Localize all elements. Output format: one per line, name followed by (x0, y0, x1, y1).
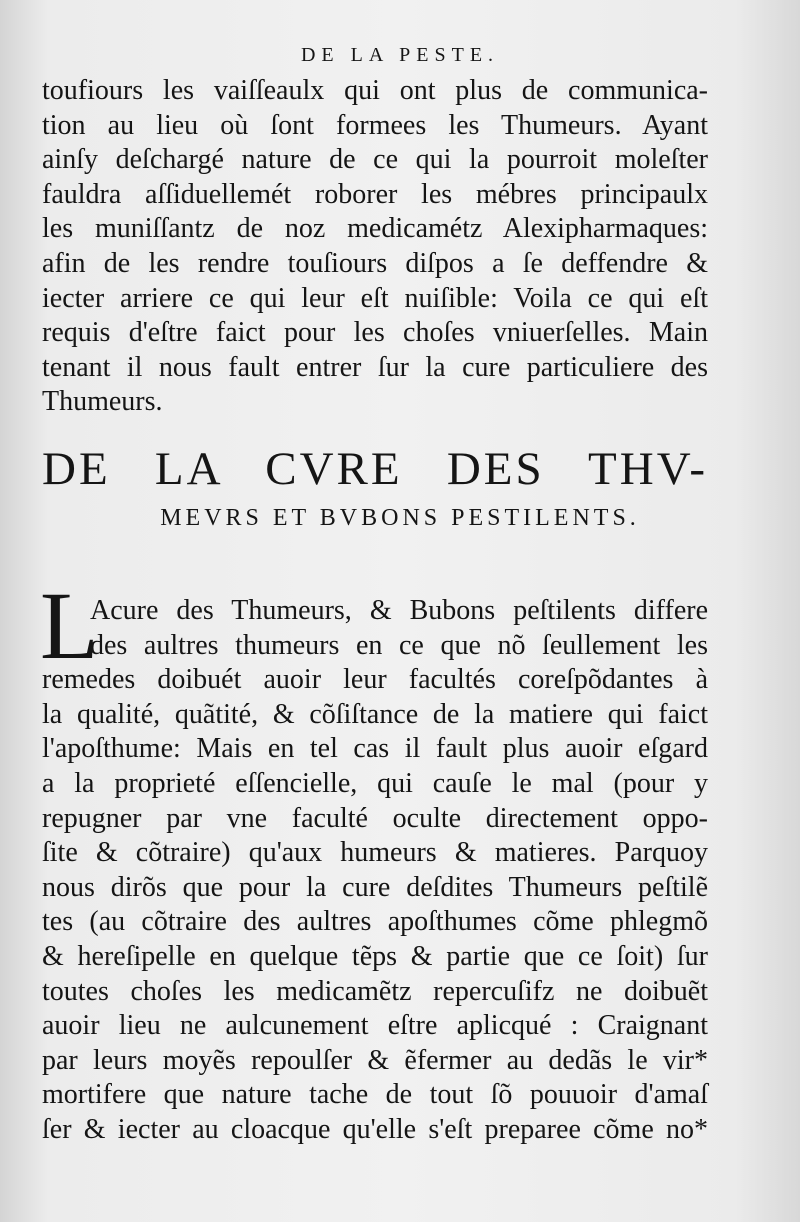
text-line: tes (au cõtraire des aultres apoſthumes cõme phlegmõ (42, 906, 708, 938)
text-line: ainſy deſchargé nature de ce qui la pourroit moleſter (42, 144, 708, 176)
text-line: par leurs moyẽs repoulſer & ẽfermer au dedãs le vir* (42, 1044, 708, 1076)
text-line: ſite & cõtraire) qu'aux humeurs & matieres. Parquoy (42, 837, 708, 869)
text-line: repugner par vne faculté oculte directement oppo- (42, 802, 708, 834)
text-line: nous dirõs que pour la cure deſdites Thumeurs peſtilẽ (42, 871, 708, 903)
text-line: toufiours les vaiſſeaulx qui ont plus de communica- (42, 75, 708, 106)
paragraph-2 (42, 594, 708, 1148)
paragraph-1 (42, 74, 708, 420)
drop-cap: L (40, 572, 99, 679)
text-line: toutes choſes les medicamẽtz repercuſifz ne doibuẽt (42, 975, 708, 1007)
text-line: fauldra aſſiduellemét roborer les mébres principaulx (42, 178, 708, 210)
text-line: iecter arriere ce qui leur eſt nuiſible: Voila ce qui eſt (42, 282, 708, 314)
text-line: ſer & iecter au cloacque qu'elle s'eſt preparee cõme no* (42, 1113, 708, 1145)
text-line: a la proprieté eſſencielle, qui cauſe le mal (pour y (42, 767, 708, 799)
text-line: des aultres thumeurs en ce que nõ ſeullement les (90, 629, 708, 661)
text-line: afin de les rendre touſiours diſpos a ſe deffendre & (42, 247, 708, 279)
text-line: tenant il nous fault entrer ſur la cure particuliere des (42, 351, 708, 383)
text-line: la qualité, quãtité, & cõſiſtance de la matiere qui faict (42, 698, 708, 730)
text-line: requis d'eſtre faict pour les choſes vniuerſelles. Main (42, 317, 708, 349)
text-line: Acure des Thumeurs, & Bubons peſtilents differe (90, 595, 708, 626)
running-head: DE LA PESTE. (300, 44, 500, 66)
chapter-subheading: MEVRS ET BVBONS PESTILENTS. (160, 505, 640, 531)
text-line: les muniſſantz de noz medicamétz Alexipharmaques: (42, 213, 708, 245)
chapter-heading: DE LA CVRE DES THV- (42, 443, 708, 495)
text-line: tion au lieu où ſont formees les Thumeurs. Ayant (42, 109, 708, 141)
text-line: remedes doibuét auoir leur facultés coreſpõdantes à (42, 664, 708, 696)
text-line: & hereſipelle en quelque tẽps & partie que ce ſoit) ſur (42, 940, 708, 972)
text-line: auoir lieu ne aulcunement eſtre aplicqué : Craignant (42, 1010, 708, 1042)
text-line: l'apoſthume: Mais en tel cas il fault plus auoir eſgard (42, 733, 708, 765)
text-line: mortifere que nature tache de tout ſõ pouuoir d'amaſ (42, 1079, 708, 1111)
text-line: Thumeurs. (42, 386, 163, 418)
